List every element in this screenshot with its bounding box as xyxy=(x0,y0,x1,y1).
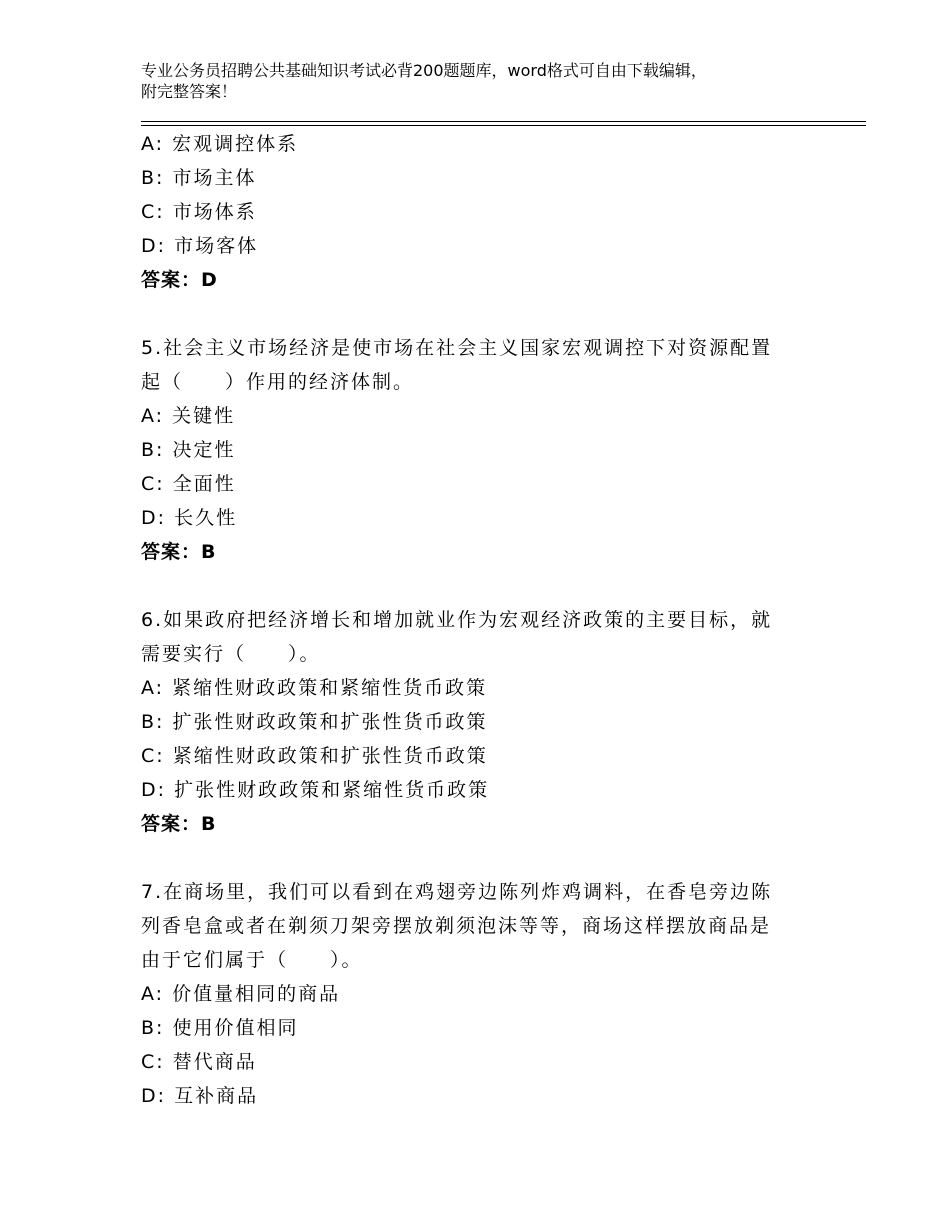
option-d: D: 长久性 xyxy=(141,507,238,529)
header-rule-thin xyxy=(141,125,866,126)
question-6 xyxy=(141,603,801,841)
question-stem-line: 需要实行（ ）。 xyxy=(141,643,321,665)
question-list xyxy=(141,127,801,1113)
answer: 答案：B xyxy=(141,813,217,835)
document-header xyxy=(141,60,841,102)
spacer xyxy=(141,569,801,603)
option-c: C: 紧缩性财政政策和扩张性货币政策 xyxy=(141,745,488,767)
spacer xyxy=(141,841,801,875)
option-a: A: 紧缩性财政政策和紧缩性货币政策 xyxy=(141,677,488,699)
option-a: A: 关键性 xyxy=(141,405,236,427)
question-4 xyxy=(141,127,801,297)
question-7 xyxy=(141,875,801,1113)
question-stem-line: 5.社会主义市场经济是使市场在社会主义国家宏观调控下对资源配置 xyxy=(141,337,773,359)
header-line-2: 附完整答案！ xyxy=(141,82,238,101)
question-stem-line: 6.如果政府把经济增长和增加就业作为宏观经济政策的主要目标，就 xyxy=(141,609,773,631)
option-b: B: 使用价值相同 xyxy=(141,1017,299,1039)
option-c: C: 市场体系 xyxy=(141,201,257,223)
option-b: B: 决定性 xyxy=(141,439,236,461)
option-a: A: 价值量相同的商品 xyxy=(141,983,341,1005)
option-d: D: 扩张性财政政策和紧缩性货币政策 xyxy=(141,779,490,801)
option-b: B: 扩张性财政政策和扩张性货币政策 xyxy=(141,711,488,733)
question-stem-line: 列香皂盒或者在剃须刀架旁摆放剃须泡沫等等，商场这样摆放商品是 xyxy=(141,915,772,937)
option-d: D: 市场客体 xyxy=(141,235,259,257)
header-rule-thick xyxy=(141,121,866,122)
spacer xyxy=(141,297,801,331)
option-b: B: 市场主体 xyxy=(141,167,257,189)
question-stem-line: 起（ ）作用的经济体制。 xyxy=(141,371,415,393)
option-c: C: 全面性 xyxy=(141,473,236,495)
header-line-1: 专业公务员招聘公共基础知识考试必背200题题库，word格式可自由下载编辑， xyxy=(141,61,707,80)
question-stem-line: 由于它们属于（ ）。 xyxy=(141,949,363,971)
option-c: C: 替代商品 xyxy=(141,1051,257,1073)
option-d: D: 互补商品 xyxy=(141,1085,259,1107)
question-stem-line: 7.在商场里，我们可以看到在鸡翅旁边陈列炸鸡调料，在香皂旁边陈 xyxy=(141,881,773,903)
option-a: A: 宏观调控体系 xyxy=(141,133,299,155)
question-5 xyxy=(141,331,801,569)
answer: 答案：D xyxy=(141,269,218,291)
answer: 答案：B xyxy=(141,541,217,563)
